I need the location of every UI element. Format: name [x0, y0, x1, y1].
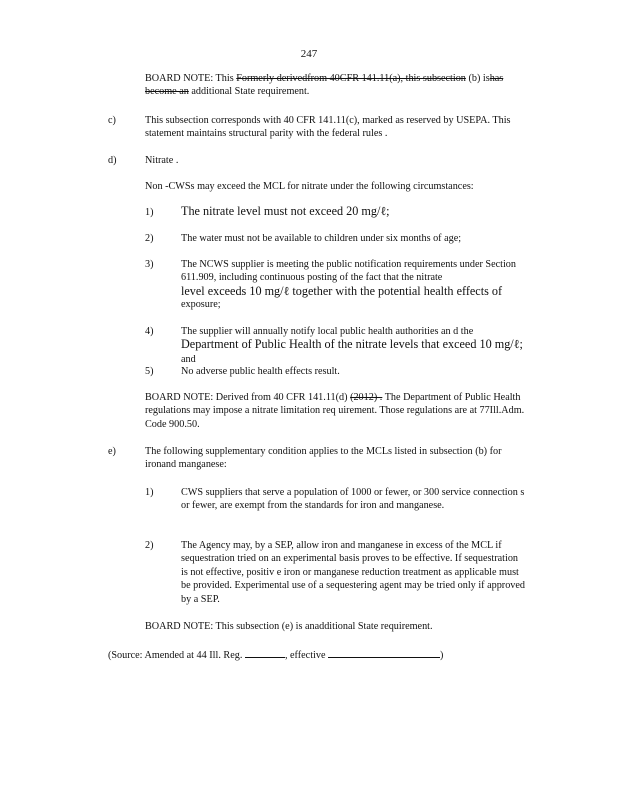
e-item-1-text: CWS suppliers that serve a population of 1000 or fewer, or 300 service connection s or fewer, are exempt from the standards for iron and manganese. — [181, 487, 525, 512]
d-item-2-number: 2) — [145, 233, 154, 244]
d-board-note — [145, 391, 527, 431]
intro-board-note — [145, 72, 527, 99]
page-number: 247 — [300, 48, 318, 60]
d-item-4-text-c: and — [181, 353, 196, 365]
d-note-text-1: BOARD NOTE: Derived from 40 CFR 141.11(d) — [145, 392, 351, 403]
d-item-1-number: 1) — [145, 207, 154, 218]
d-item-4-text-b: Department of Public Health of the nitrate levels that exceed 10 mg/ℓ; — [181, 337, 523, 352]
subsection-c-text: This subsection corresponds with 40 CFR 141.11(c), marked as reserved by USEPA. This statement maintains structural parity with the federal rules . — [145, 115, 511, 140]
source-text-1: (Source: Amended at 44 Ill. Reg. — [108, 650, 245, 661]
intro-note-strike-1: Formerly derivedfrom 40CFR 141.11(a), this subsection — [236, 73, 466, 84]
d-item-2-text: The water must not be available to children under six months of age; — [181, 233, 462, 244]
d-item-3-number: 3) — [145, 259, 154, 270]
source-text-2: , effective — [284, 650, 329, 661]
d-item-4-text-a: The supplier will annually notify local public health authorities an d the — [181, 326, 474, 337]
d-item-3-text-b: level exceeds 10 mg/ℓ together with the potential health effects of — [181, 283, 503, 298]
intro-note-text-1: BOARD NOTE: This — [145, 73, 237, 84]
d-item-4-text — [181, 325, 527, 366]
effective-date-blank — [328, 647, 440, 658]
source-line — [108, 647, 528, 662]
intro-note-strike-2: has become an — [145, 73, 504, 98]
e-board-note: BOARD NOTE: This subsection (e) is anadditional State requirement. — [145, 621, 433, 632]
d-note-text-2: The Department of Public Health regulations may impose a nitrate limitation req uirement. Those regulations are at 77Ill.Adm. Code 900.50. — [145, 392, 525, 430]
subsection-c-label: c) — [108, 115, 116, 126]
subsection-e-label: e) — [108, 446, 116, 457]
e-item-1-number: 1) — [145, 487, 154, 498]
intro-note-text-3: additional State requirement. — [188, 86, 310, 98]
d-item-5-number: 5) — [145, 366, 154, 377]
register-blank — [245, 647, 285, 658]
intro-note-text-2: (b) is — [465, 73, 490, 84]
subsection-d-intro: Non -CWSs may exceed the MCL for nitrate under the following circumstances: — [145, 181, 474, 192]
source-text-3: ) — [440, 650, 444, 661]
e-item-2-number: 2) — [145, 540, 154, 551]
subsection-e-intro: The following supplementary condition applies to the MCLs listed in subsection (b) for ironand manganese: — [145, 446, 502, 471]
subsection-d-heading: Nitrate . — [145, 155, 179, 166]
d-item-4-number: 4) — [145, 326, 154, 337]
d-item-3-text-a: The NCWS supplier is meeting the public notification requirements under Section 611.909, including continuous posting of the fact that the nitrate — [181, 259, 516, 284]
subsection-d-label: d) — [108, 155, 117, 166]
d-item-5-text: No adverse public health effects result. — [181, 366, 340, 377]
d-item-1-text: The nitrate level must not exceed 20 mg/ℓ; — [181, 204, 390, 218]
e-item-2-text: The Agency may, by a SEP, allow iron and manganese in excess of the MCL if sequestration tried on an experimental basis proves to be effective. If sequestration is not effective, positiv e iron or manganese reduction treatment as applicable must be provided. Experimental use of a sequestering agent may be tried only if approved by a SEP. — [181, 540, 525, 605]
d-item-3-text — [181, 258, 527, 312]
d-note-strike: (2012) . — [350, 392, 383, 403]
d-item-3-text-c: exposure; — [181, 299, 221, 311]
